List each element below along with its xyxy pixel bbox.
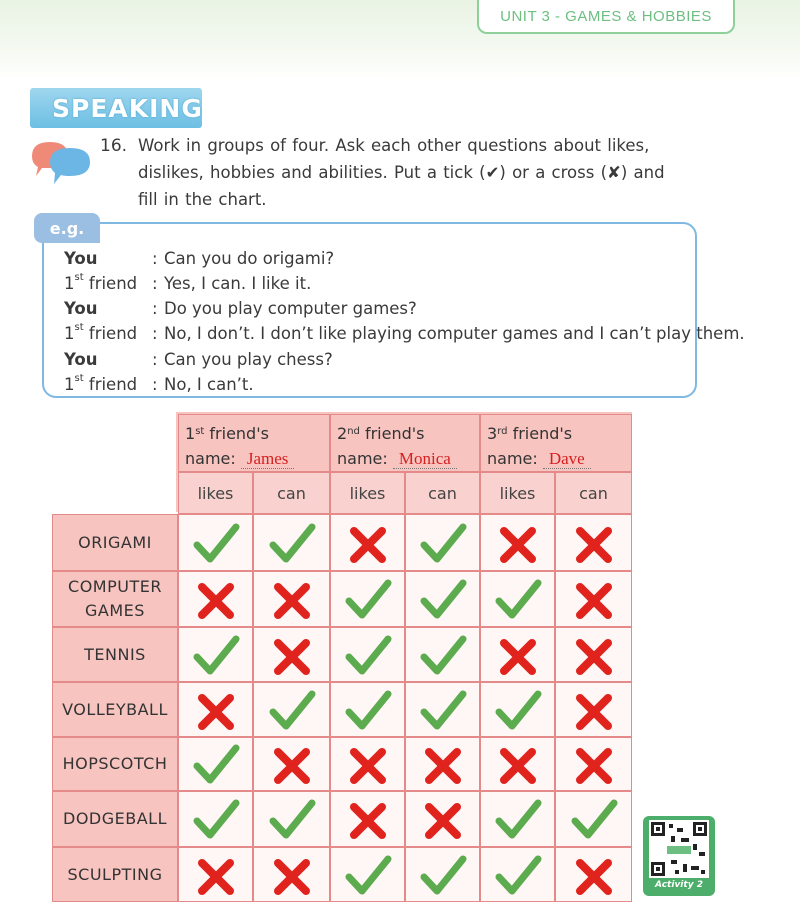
ordinal-number: 1 [185, 424, 196, 443]
cross-icon [568, 740, 620, 788]
tick-icon [190, 740, 242, 788]
cross-icon [492, 519, 544, 567]
dialogue-line [64, 274, 704, 299]
chart-cell [555, 627, 632, 682]
dialogue-speaker [64, 299, 150, 318]
speaker-ordinal-suffix: st [74, 322, 84, 333]
qr-code[interactable] [643, 816, 715, 896]
friend-name: Dave [543, 449, 591, 469]
qr-label: Activity 2 [655, 880, 703, 890]
cross-icon [266, 851, 318, 899]
activity-word: VOLLEYBALL [62, 699, 168, 719]
task-instructions [138, 132, 708, 213]
chart-cell [253, 514, 330, 571]
cross-icon [266, 740, 318, 788]
example-tag: e.g. [34, 213, 100, 243]
activity-word: HOPSCOTCH [62, 754, 168, 773]
column-header-label: can [277, 483, 306, 503]
tick-icon [492, 686, 544, 734]
column-header-can [555, 472, 632, 514]
chart-cell [330, 737, 405, 791]
tick-icon [492, 851, 544, 899]
friend-ordinal-label [487, 421, 625, 446]
cross-icon [342, 795, 394, 843]
speech-bubbles-icon [28, 138, 94, 190]
activity-name [63, 807, 167, 831]
friend-name-line [337, 446, 473, 471]
dialogue-speaker [64, 375, 150, 394]
activity-word: GAMES [85, 601, 145, 620]
cross-icon [190, 575, 242, 623]
chart-cell [405, 627, 480, 682]
speaker-name: You [64, 299, 98, 318]
speaker-name: You [64, 350, 98, 369]
unit-title: UNIT 3 - GAMES & HOBBIES [477, 0, 735, 34]
chart-cell [330, 627, 405, 682]
friend-name-line [487, 446, 625, 471]
speaker-role: friend [83, 274, 138, 293]
friend-label: friend's [359, 424, 425, 443]
column-header-likes [178, 472, 253, 514]
chart-cell [178, 737, 253, 791]
activity-name [78, 531, 152, 555]
cross-icon [568, 519, 620, 567]
activity-label [52, 791, 178, 847]
tick-icon [342, 686, 394, 734]
tick-icon [417, 631, 469, 679]
cross-icon [492, 740, 544, 788]
column-header-likes [330, 472, 405, 514]
chart-cell [330, 682, 405, 737]
name-label: name: [487, 449, 543, 468]
speaker-ordinal-suffix: st [74, 373, 84, 384]
activity-word: TENNIS [84, 644, 146, 664]
dialogue-speaker [64, 350, 150, 369]
dialogue-colon: : [152, 274, 158, 293]
cross-icon [266, 575, 318, 623]
tick-icon [417, 519, 469, 567]
cross-icon [417, 795, 469, 843]
friend-ordinal-label [337, 421, 473, 446]
tick-icon [417, 575, 469, 623]
activity-word: ORIGAMI [78, 532, 152, 552]
dialogue-line [64, 249, 704, 274]
dialogue-speaker [64, 324, 150, 343]
chart-cell [405, 514, 480, 571]
tick-icon [342, 575, 394, 623]
speaker-role: friend [83, 324, 138, 343]
speaker-name: You [64, 249, 98, 268]
cross-icon [568, 631, 620, 679]
task-line: dislikes, hobbies and abilities. Put a tick (✔) or a cross (✘) and [138, 163, 665, 182]
activity-word: SCULPTING [67, 864, 163, 884]
tick-icon [492, 795, 544, 843]
chart-cell [178, 847, 253, 902]
tick-icon [417, 851, 469, 899]
dialogue-speaker [64, 274, 150, 293]
tick-icon [568, 795, 620, 843]
chart-cell [555, 791, 632, 847]
cross-icon [568, 686, 620, 734]
chart-cell [178, 791, 253, 847]
task-number: 16. [100, 136, 128, 156]
friend-label: friend's [507, 424, 573, 443]
dialogue-text: No, I can’t. [164, 375, 254, 394]
chart-cell [405, 847, 480, 902]
chart-cell [555, 571, 632, 627]
ordinal-number: 3 [487, 424, 498, 443]
cross-icon [568, 575, 620, 623]
chart-cell [330, 847, 405, 902]
column-header-label: likes [349, 483, 386, 503]
task-line: fill in the chart. [138, 190, 267, 209]
dialogue-colon: : [152, 375, 158, 394]
chart-cell [555, 514, 632, 571]
cross-icon [492, 631, 544, 679]
ordinal-suffix: nd [347, 426, 360, 437]
friend-name: James [241, 449, 295, 469]
ordinal-suffix: rd [497, 426, 508, 437]
chart-cell [555, 847, 632, 902]
cross-icon [568, 851, 620, 899]
friend-ordinal-label [185, 421, 323, 446]
qr-code-icon [649, 820, 709, 878]
column-header-label: likes [197, 483, 234, 503]
activity-label [52, 737, 178, 791]
tick-icon [266, 795, 318, 843]
chart-cell [253, 627, 330, 682]
chart-cell [253, 791, 330, 847]
dialogue-text: No, I don’t. I don’t like playing computer games and I can’t play them. [164, 324, 745, 343]
chart-cell [405, 737, 480, 791]
column-header-label: likes [499, 483, 536, 503]
cross-icon [190, 686, 242, 734]
friend-name-line [185, 446, 323, 471]
dialogue-line [64, 350, 704, 375]
activity-word: COMPUTER [68, 577, 162, 596]
friend-name: Monica [393, 449, 457, 469]
activity-label [52, 514, 178, 571]
column-header-likes [480, 472, 555, 514]
activity-name [63, 752, 168, 776]
dialogue-colon: : [152, 350, 158, 369]
activity-label [52, 682, 178, 737]
friend-header-3 [480, 414, 632, 472]
dialogue-text: Can you do origami? [164, 249, 335, 268]
chart-cell [253, 737, 330, 791]
chart-cell [480, 737, 555, 791]
activity-label [52, 627, 178, 682]
section-badge: SPEAKING [30, 88, 202, 128]
chart-cell [555, 682, 632, 737]
column-header-can [253, 472, 330, 514]
speaker-name: 1 [64, 274, 75, 293]
activity-name [68, 575, 162, 623]
chart-cell [330, 571, 405, 627]
column-header-label: can [428, 483, 457, 503]
chart-cell [405, 791, 480, 847]
chart-cell [178, 627, 253, 682]
chart-cell [405, 571, 480, 627]
chart-cell [253, 847, 330, 902]
tick-icon [417, 686, 469, 734]
chart-cell [480, 571, 555, 627]
dialogue-text: Yes, I can. I like it. [164, 274, 312, 293]
speaker-name: 1 [64, 324, 75, 343]
ordinal-number: 2 [337, 424, 348, 443]
tick-icon [342, 631, 394, 679]
speaker-role: friend [83, 375, 138, 394]
cross-icon [417, 740, 469, 788]
chart-cell [330, 514, 405, 571]
friend-header-1 [178, 414, 330, 472]
dialogue-colon: : [152, 249, 158, 268]
activity-label [52, 847, 178, 902]
cross-icon [190, 851, 242, 899]
activity-name [68, 863, 163, 887]
chart-cell [330, 791, 405, 847]
cross-icon [342, 519, 394, 567]
speaker-name: 1 [64, 375, 75, 394]
dialogue-colon: : [152, 324, 158, 343]
dialogue-text: Do you play computer games? [164, 299, 417, 318]
activity-name [84, 643, 146, 667]
tick-icon [492, 575, 544, 623]
chart-cell [178, 514, 253, 571]
chart-cell [555, 737, 632, 791]
tick-icon [190, 795, 242, 843]
ordinal-suffix: st [195, 426, 205, 437]
chart-cell [405, 682, 480, 737]
chart-cell [253, 682, 330, 737]
cross-icon [266, 631, 318, 679]
chart-cell [480, 847, 555, 902]
activity-name [62, 698, 168, 722]
dialogue-colon: : [152, 299, 158, 318]
column-header-label: can [579, 483, 608, 503]
tick-icon [342, 851, 394, 899]
dialogue-text: Can you play chess? [164, 350, 333, 369]
tick-icon [266, 686, 318, 734]
chart-cell [178, 571, 253, 627]
dialogue-line [64, 375, 704, 400]
name-label: name: [337, 449, 393, 468]
chart-cell [480, 791, 555, 847]
speaker-ordinal-suffix: st [74, 272, 84, 283]
dialogue-line [64, 322, 745, 349]
tick-icon [266, 519, 318, 567]
tick-icon [190, 519, 242, 567]
dialogue-line [64, 299, 704, 324]
chart-cell [178, 682, 253, 737]
friend-header-2 [330, 414, 480, 472]
task-line: Work in groups of four. Ask each other questions about likes, [138, 136, 650, 155]
chart-cell [253, 571, 330, 627]
dialogue-speaker [64, 249, 150, 268]
friend-label: friend's [204, 424, 269, 443]
activity-word: DODGEBALL [63, 809, 167, 828]
chart-cell [480, 627, 555, 682]
column-header-can [405, 472, 480, 514]
activity-label [52, 571, 178, 627]
chart-cell [480, 514, 555, 571]
tick-icon [190, 631, 242, 679]
cross-icon [342, 740, 394, 788]
chart-cell [480, 682, 555, 737]
name-label: name: [185, 449, 241, 468]
